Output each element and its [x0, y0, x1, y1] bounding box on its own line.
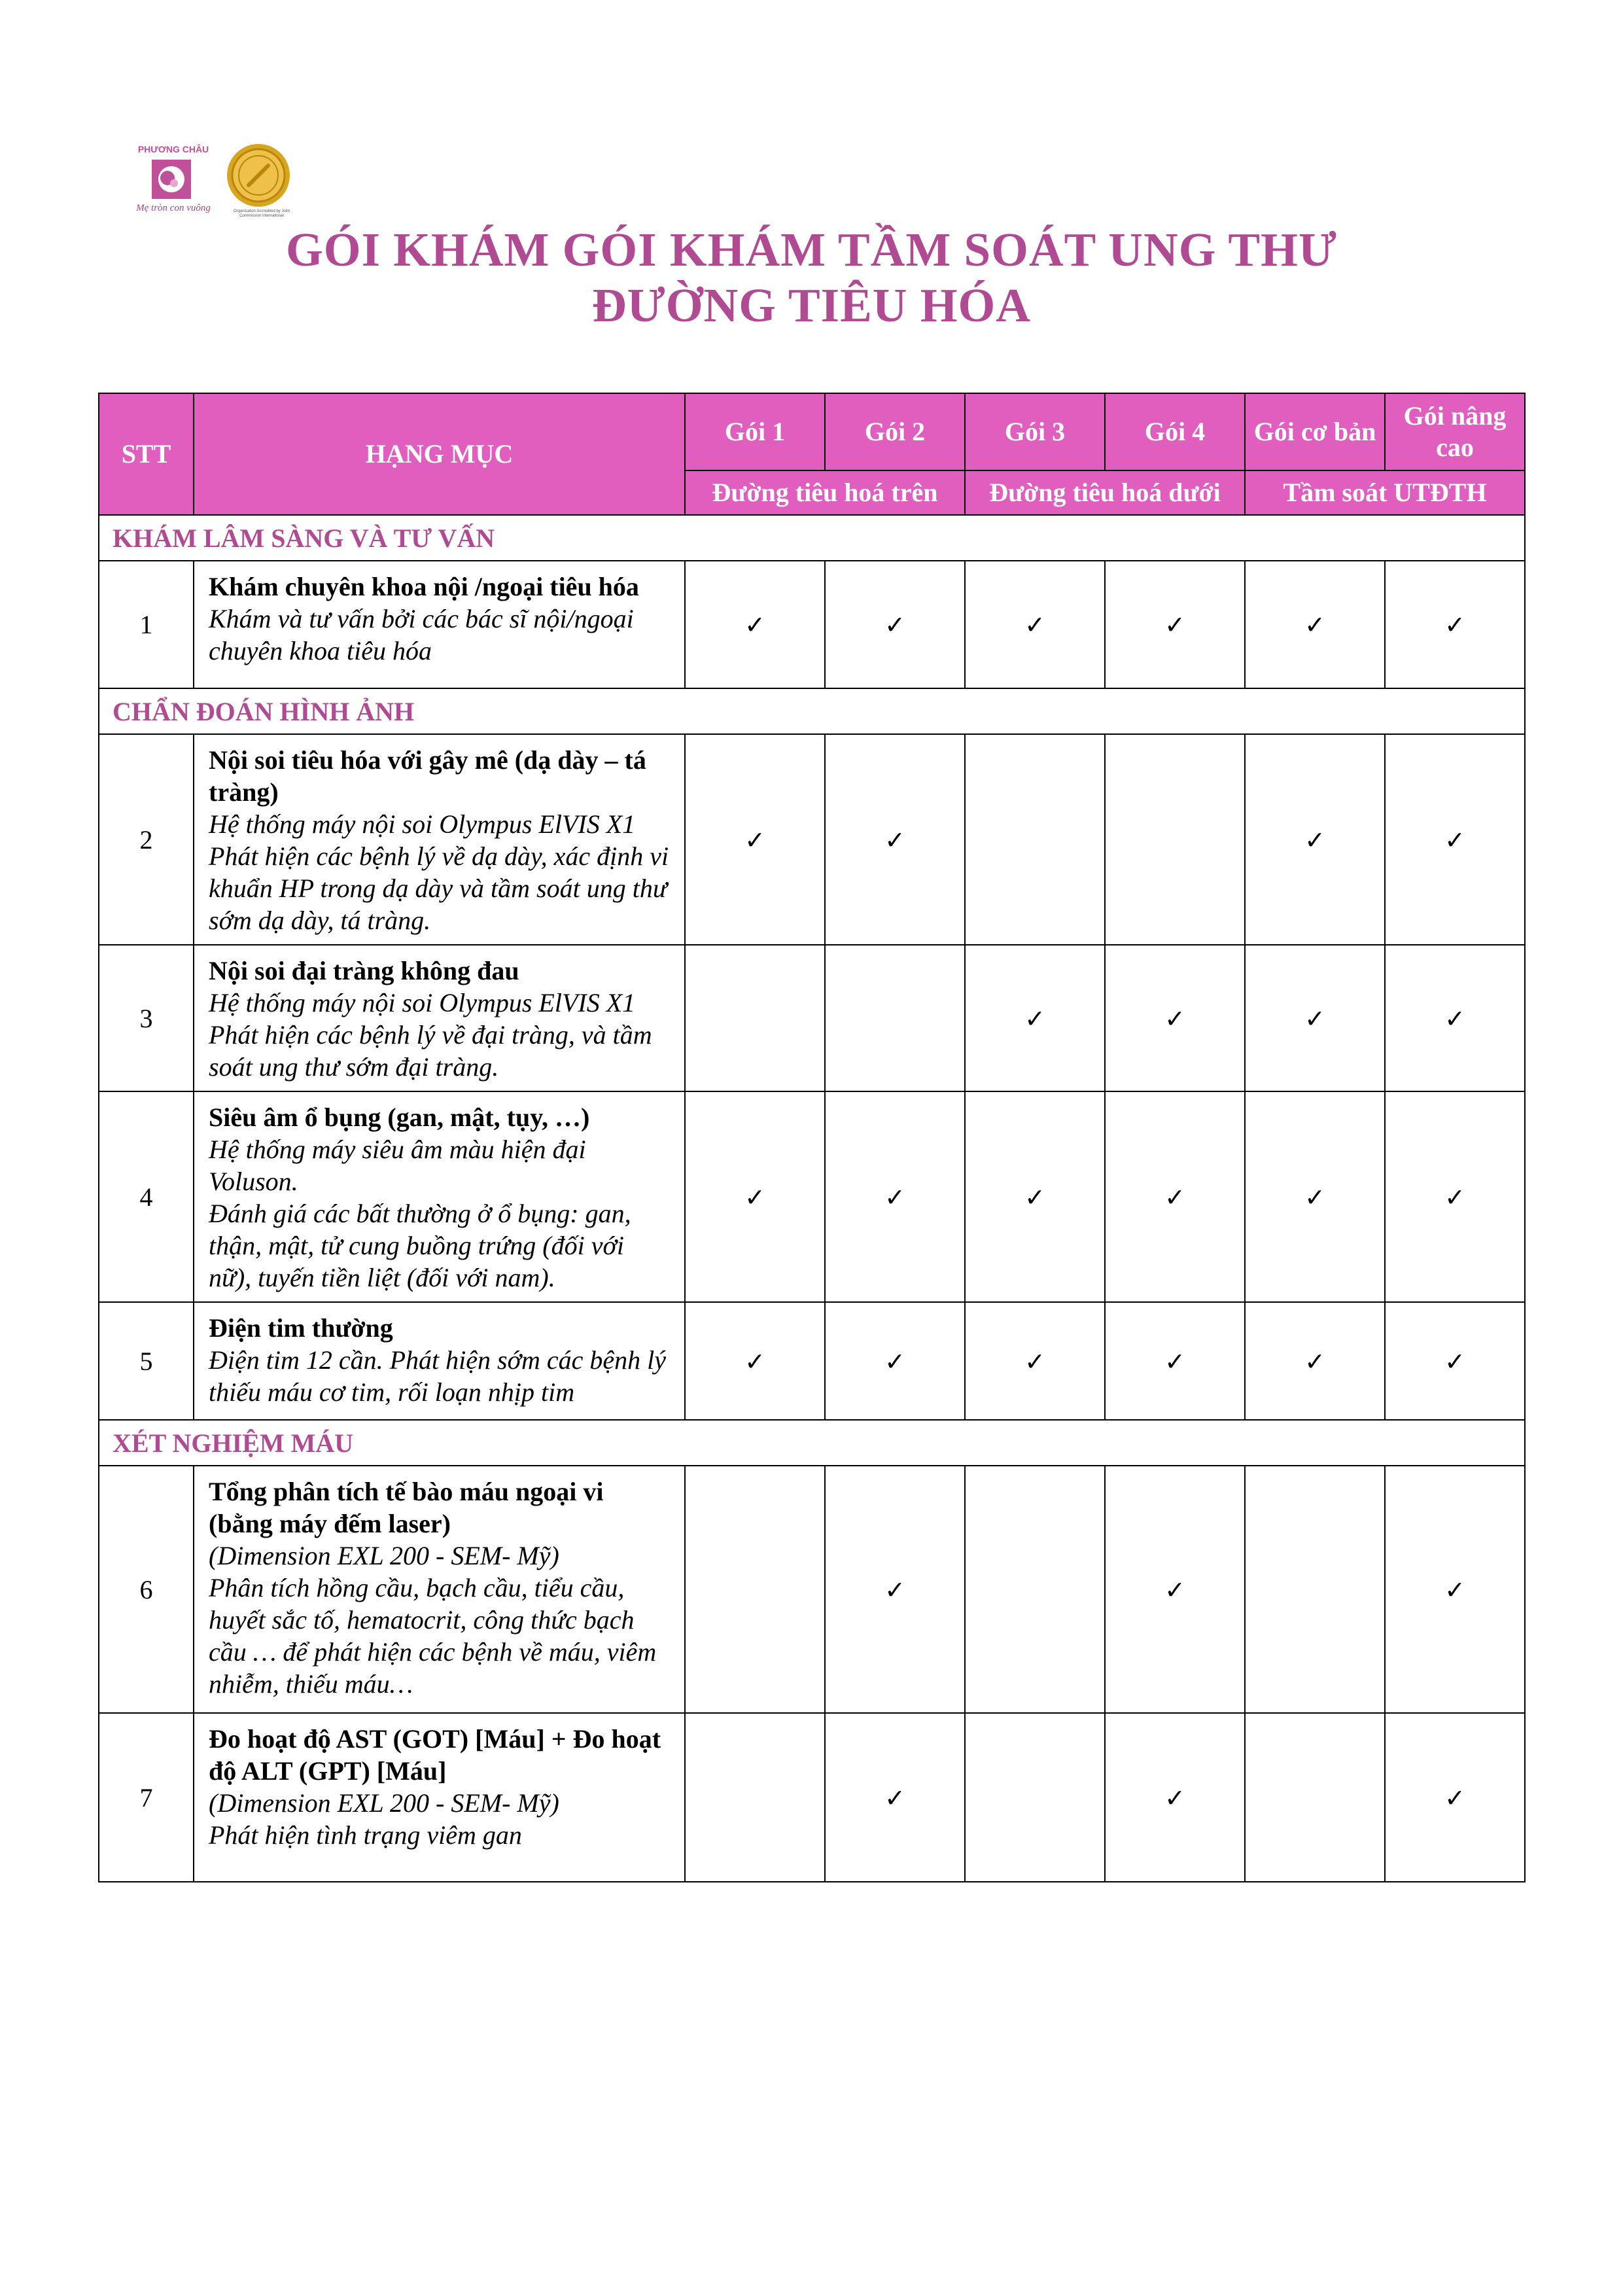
checkmark-icon: ✓ [1444, 1347, 1465, 1376]
item-cell [194, 734, 685, 945]
mother-child-logo-icon [152, 160, 191, 199]
section-row [99, 515, 1525, 561]
package-cell [1385, 1713, 1525, 1882]
row-number: 6 [99, 1466, 194, 1713]
package-cell [1385, 1091, 1525, 1302]
checkmark-icon: ✓ [1304, 610, 1325, 639]
item-cell [194, 1302, 685, 1420]
package-cell [685, 734, 825, 945]
item-cell [194, 1091, 685, 1302]
package-cell [825, 1466, 965, 1713]
checkmark-icon: ✓ [884, 1347, 905, 1376]
table-row [99, 1302, 1525, 1420]
package-cell [1245, 1466, 1385, 1713]
header-package-4: Gói 4 [1105, 393, 1245, 470]
item-cell [194, 1466, 685, 1713]
package-cell [685, 1302, 825, 1420]
package-cell [965, 1466, 1105, 1713]
header-package-basic: Gói cơ bản [1245, 393, 1385, 470]
package-cell [965, 945, 1105, 1091]
header-group-upper-gi: Đường tiêu hoá trên [685, 470, 965, 515]
header-stt: STT [99, 393, 194, 515]
checkmark-icon: ✓ [884, 1783, 905, 1812]
table-body [99, 515, 1525, 1882]
checkmark-icon: ✓ [744, 1347, 765, 1376]
checkmark-icon: ✓ [884, 610, 905, 639]
checkmark-icon: ✓ [1304, 1004, 1325, 1033]
brand-name: PHƯƠNG CHÂU [137, 144, 209, 154]
item-description: Hệ thống máy siêu âm màu hiện đại Voluson. [209, 1135, 586, 1196]
package-cell [1245, 1713, 1385, 1882]
header-package-3: Gói 3 [965, 393, 1105, 470]
package-cell [1105, 945, 1245, 1091]
section-row [99, 688, 1525, 734]
checkmark-icon: ✓ [1024, 1004, 1045, 1033]
package-cell [965, 1713, 1105, 1882]
row-number: 3 [99, 945, 194, 1091]
package-cell [1385, 945, 1525, 1091]
package-cell [685, 945, 825, 1091]
package-cell [825, 1713, 965, 1882]
row-number: 7 [99, 1713, 194, 1882]
checkmark-icon: ✓ [884, 1182, 905, 1212]
item-description: Đánh giá các bất thường ở ổ bụng: gan, thận, mật, tử cung buồng trứng (đối với nữ), tuyến tiền liệt (đối với nam). [209, 1199, 631, 1292]
checkmark-icon: ✓ [1164, 1783, 1185, 1812]
package-cell [825, 561, 965, 688]
package-cell [825, 1091, 965, 1302]
row-number: 2 [99, 734, 194, 945]
package-cell [1385, 734, 1525, 945]
package-cell [1105, 1091, 1245, 1302]
table-row [99, 945, 1525, 1091]
package-cell [1105, 1302, 1245, 1420]
table-row [99, 734, 1525, 945]
checkmark-icon: ✓ [1444, 1575, 1465, 1604]
item-description: Phát hiện các bệnh lý về đại tràng, và tầm soát ung thư sớm đại tràng. [209, 1020, 652, 1082]
checkmark-icon: ✓ [1444, 1182, 1465, 1212]
checkmark-icon: ✓ [744, 825, 765, 855]
table-row [99, 1713, 1525, 1882]
checkmark-icon: ✓ [1444, 1004, 1465, 1033]
page-title-line1: GÓI KHÁM GÓI KHÁM TẦM SOÁT UNG THƯ [286, 223, 1337, 276]
item-description: Phát hiện các bệnh lý về dạ dày, xác định vi khuẩn HP trong dạ dày và tầm soát ung thư sớm dạ dày, tá tràng. [209, 841, 669, 935]
item-name: Nội soi đại tràng không đau [209, 956, 519, 985]
section-title: KHÁM LÂM SÀNG VÀ TƯ VẤN [99, 515, 1525, 561]
row-number: 4 [99, 1091, 194, 1302]
package-cell [685, 1466, 825, 1713]
checkmark-icon: ✓ [884, 1575, 905, 1604]
package-cell [1245, 1302, 1385, 1420]
header-item: HẠNG MỤC [194, 393, 685, 515]
package-cell [1105, 561, 1245, 688]
item-name: Điện tim thường [209, 1313, 393, 1343]
package-cell [825, 734, 965, 945]
header-group-screening: Tầm soát UTĐTH [1245, 470, 1525, 515]
checkmark-icon: ✓ [1304, 1182, 1325, 1212]
item-description: (Dimension EXL 200 - SEM- Mỹ) [209, 1541, 559, 1570]
item-cell [194, 561, 685, 688]
checkmark-icon: ✓ [1024, 1182, 1045, 1212]
item-name: Đo hoạt độ AST (GOT) [Máu] + Đo hoạt độ ALT (GPT) [Máu] [209, 1724, 661, 1786]
section-title: CHẨN ĐOÁN HÌNH ẢNH [99, 688, 1525, 734]
item-description: Hệ thống máy nội soi Olympus ElVIS X1 [209, 809, 636, 839]
package-cell [965, 734, 1105, 945]
item-name: Tổng phân tích tế bào máu ngoại vi (bằng máy đếm laser) [209, 1477, 604, 1538]
row-number: 5 [99, 1302, 194, 1420]
jci-accreditation-seal-icon [226, 143, 291, 208]
item-description: Khám và tư vấn bởi các bác sĩ nội/ngoại chuyên khoa tiêu hóa [209, 604, 634, 665]
package-cell [1105, 734, 1245, 945]
checkmark-icon: ✓ [1164, 610, 1185, 639]
package-cell [685, 561, 825, 688]
item-name: Siêu âm ổ bụng (gan, mật, tụy, …) [209, 1103, 590, 1132]
package-cell [1245, 734, 1385, 945]
checkmark-icon: ✓ [1024, 610, 1045, 639]
package-cell [685, 1091, 825, 1302]
section-title: XÉT NGHIỆM MÁU [99, 1420, 1525, 1466]
checkmark-icon: ✓ [1024, 1347, 1045, 1376]
section-row [99, 1420, 1525, 1466]
package-cell [965, 1091, 1105, 1302]
table-row [99, 561, 1525, 688]
package-cell [1105, 1466, 1245, 1713]
header-package-advanced: Gói nâng cao [1385, 393, 1525, 470]
package-comparison-table [98, 393, 1526, 1882]
header-package-2: Gói 2 [825, 393, 965, 470]
checkmark-icon: ✓ [1164, 1004, 1185, 1033]
package-cell [685, 1713, 825, 1882]
package-cell [825, 1302, 965, 1420]
item-description: Phân tích hồng cầu, bạch cầu, tiểu cầu, huyết sắc tố, hematocrit, công thức bạch cầu … để phát hiện các bệnh về máu, viêm nhiễm, thiếu máu… [209, 1573, 657, 1699]
item-name: Nội soi tiêu hóa với gây mê (dạ dày – tá tràng) [209, 745, 646, 807]
row-number: 1 [99, 561, 194, 688]
package-cell [825, 945, 965, 1091]
package-cell [1385, 1302, 1525, 1420]
checkmark-icon: ✓ [1164, 1182, 1185, 1212]
checkmark-icon: ✓ [1164, 1575, 1185, 1604]
package-cell [1385, 561, 1525, 688]
checkmark-icon: ✓ [744, 1182, 765, 1212]
package-cell [1245, 945, 1385, 1091]
checkmark-icon: ✓ [1164, 1347, 1185, 1376]
item-description: Hệ thống máy nội soi Olympus ElVIS X1 [209, 988, 636, 1017]
item-description: (Dimension EXL 200 - SEM- Mỹ) [209, 1788, 559, 1818]
package-cell [1105, 1713, 1245, 1882]
package-cell [965, 561, 1105, 688]
item-description: Phát hiện tình trạng viêm gan [209, 1820, 522, 1850]
checkmark-icon: ✓ [884, 825, 905, 855]
item-name: Khám chuyên khoa nội /ngoại tiêu hóa [209, 572, 639, 601]
package-cell [965, 1302, 1105, 1420]
header-group-lower-gi: Đường tiêu hoá dưới [965, 470, 1245, 515]
checkmark-icon: ✓ [1444, 825, 1465, 855]
checkmark-icon: ✓ [1444, 610, 1465, 639]
checkmark-icon: ✓ [1444, 1783, 1465, 1812]
item-description: Điện tim 12 cần. Phát hiện sớm các bệnh lý thiếu máu cơ tim, rối loạn nhịp tim [209, 1345, 666, 1407]
package-cell [1385, 1466, 1525, 1713]
table-row [99, 1466, 1525, 1713]
checkmark-icon: ✓ [744, 610, 765, 639]
item-cell [194, 1713, 685, 1882]
item-cell [194, 945, 685, 1091]
hospital-logo-area [131, 137, 301, 229]
checkmark-icon: ✓ [1304, 1347, 1325, 1376]
header-package-1: Gói 1 [685, 393, 825, 470]
jci-seal-caption: Organization Accredited by Joint Commission International [233, 209, 290, 218]
table-row [99, 1091, 1525, 1302]
package-cell [1245, 561, 1385, 688]
page-title-line2: ĐƯỜNG TIÊU HÓA [591, 279, 1032, 332]
brand-slogan: Mẹ tròn con vuông [136, 203, 211, 213]
checkmark-icon: ✓ [1304, 825, 1325, 855]
package-cell [1245, 1091, 1385, 1302]
